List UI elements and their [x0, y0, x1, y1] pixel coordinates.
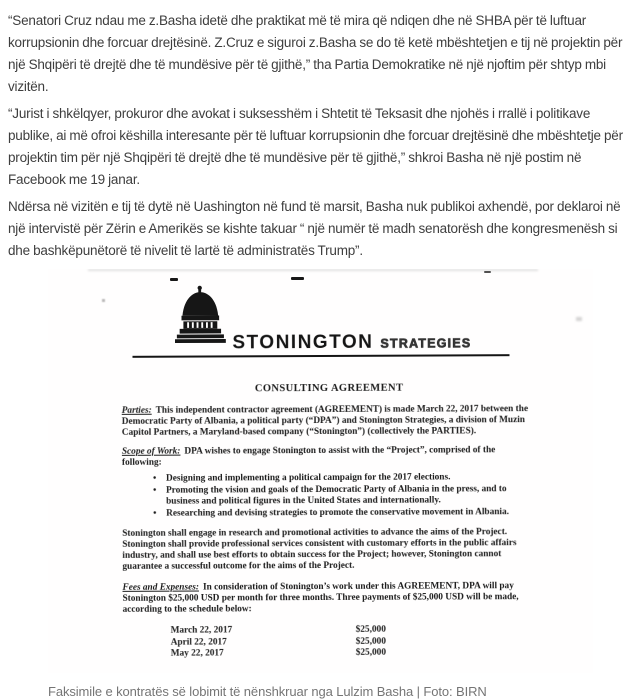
parties-label: Parties:: [121, 405, 152, 416]
scan-content: [48, 288, 593, 661]
scope-bullet: • Researching and devising strategies to promote the conservative movement in Albania.: [152, 507, 530, 520]
parties-text: This independent contractor agreement (AGREEMENT) is made March 22, 2017 between the Democratic Party of Albania, a political party (“DPA”) and Stonington Strategies, a division of Muzin Capitol Partners, a Maryland-based company (“Stonington”) (collectively the PARTIES).: [121, 404, 529, 438]
contract-fees-paragraph: [122, 581, 537, 616]
article-paragraph: “Jurist i shkëlqyer, prokuror dhe avokat i suksesshëm i Shtetit të Teksasit dhe njohës i rrallë i politikave publike, ai më ofroi këshilla interesante për të luftuar korrupsionin dhe forcuar drejtësinë dhe mbështetje për projektin tim për një Shqipëri të drejtë dhe të mundësive për të gjithë,” shkroi Basha në një postim në Facebook me 19 janar.: [8, 106, 623, 187]
schedule-amount: $25,000: [355, 636, 386, 647]
schedule-date: April 22, 2017: [170, 636, 227, 648]
contract-title: CONSULTING AGREEMENT: [254, 382, 404, 395]
schedule-row: [123, 647, 538, 660]
scope-label: Scope of Work:: [121, 446, 181, 457]
logo-brand-suffix: STRATEGIES: [380, 336, 472, 351]
scope-bullet: • Promoting the vision and goals of the Democratic Party of Albania in the press, and to business and political figures in the United States and internationally.: [152, 484, 530, 508]
scope-bullet-list: [152, 472, 530, 520]
scan-edge-artifact: [88, 269, 538, 271]
scan-dash-artifact: [170, 278, 178, 281]
schedule-amount: $25,000: [355, 647, 387, 658]
capitol-dome-icon: [174, 285, 226, 354]
scan-dash-artifact: [291, 277, 304, 280]
contract-scan-image: [48, 269, 593, 673]
contract-scope-paragraph: [122, 445, 537, 469]
logo-underline: [132, 354, 509, 358]
contract-body-paragraph: Stonington shall engage in research and promotional activities to advance the aims of the Project. Stonington shall provide professional services consistent with customary efforts in the public affairs industry, and shall use best efforts to obtain success for the Project; however, Stonington cannot guarantee a successful outcome for the aims of the Project.: [122, 527, 517, 572]
fees-label: Fees and Expenses:: [122, 582, 199, 593]
schedule-date: March 22, 2017: [170, 625, 233, 636]
photo-caption: Faksimile e kontratës së lobimit të nënshkruar nga Lulzim Basha | Foto: BIRN: [48, 684, 487, 699]
fees-text: In consideration of Stonington’s work under this AGREEMENT, DPA will pay Stonington $25,000 USD per month for three months. Three payments of $25,000 USD will be made, according to the schedule below:: [122, 581, 519, 615]
article-paragraph: Ndërsa në vizitën e tij të dytë në Uashington në fund të marsit, Basha nuk publikoi axhendë, por deklaroi në një intervistë për Zërin e Amerikës se kishte takuar “ një numër të madh senatorësh dhe kongresmenësh si dhe bashkëpunëtorë të nivelit të lartë të administratës Trump”.: [8, 199, 621, 258]
schedule-amount: $25,000: [355, 624, 386, 635]
contract-parties-paragraph: [122, 404, 537, 439]
scan-dash-artifact: [484, 271, 491, 273]
logo-brand-text: STONINGTON: [232, 331, 374, 354]
payment-schedule: [123, 624, 538, 660]
article-body: [0, 0, 641, 262]
schedule-date: May 22, 2017: [170, 648, 224, 659]
scope-text: DPA wishes to engage Stonington to assist with the “Project”, comprised of the following:: [121, 445, 496, 468]
article-paragraph: “Senatori Cruz ndau me z.Basha idetë dhe praktikat më të mira që ndiqen dhe në SHBA për të luftuar korrupsionin dhe forcuar drejtësinë. Z.Cruz e siguroi z.Basha se do të ketë mbështetjen e tij në projektin për një Shqipëri të drejtë dhe të mundësive për të gjithë,” tha Partia Demokratike në një njoftim për shtyp mbi vizitën.: [8, 13, 623, 94]
scope-bullet: • Designing and implementing a political campaign for the 2017 elections.: [152, 472, 530, 485]
stonington-logo: [121, 288, 536, 356]
